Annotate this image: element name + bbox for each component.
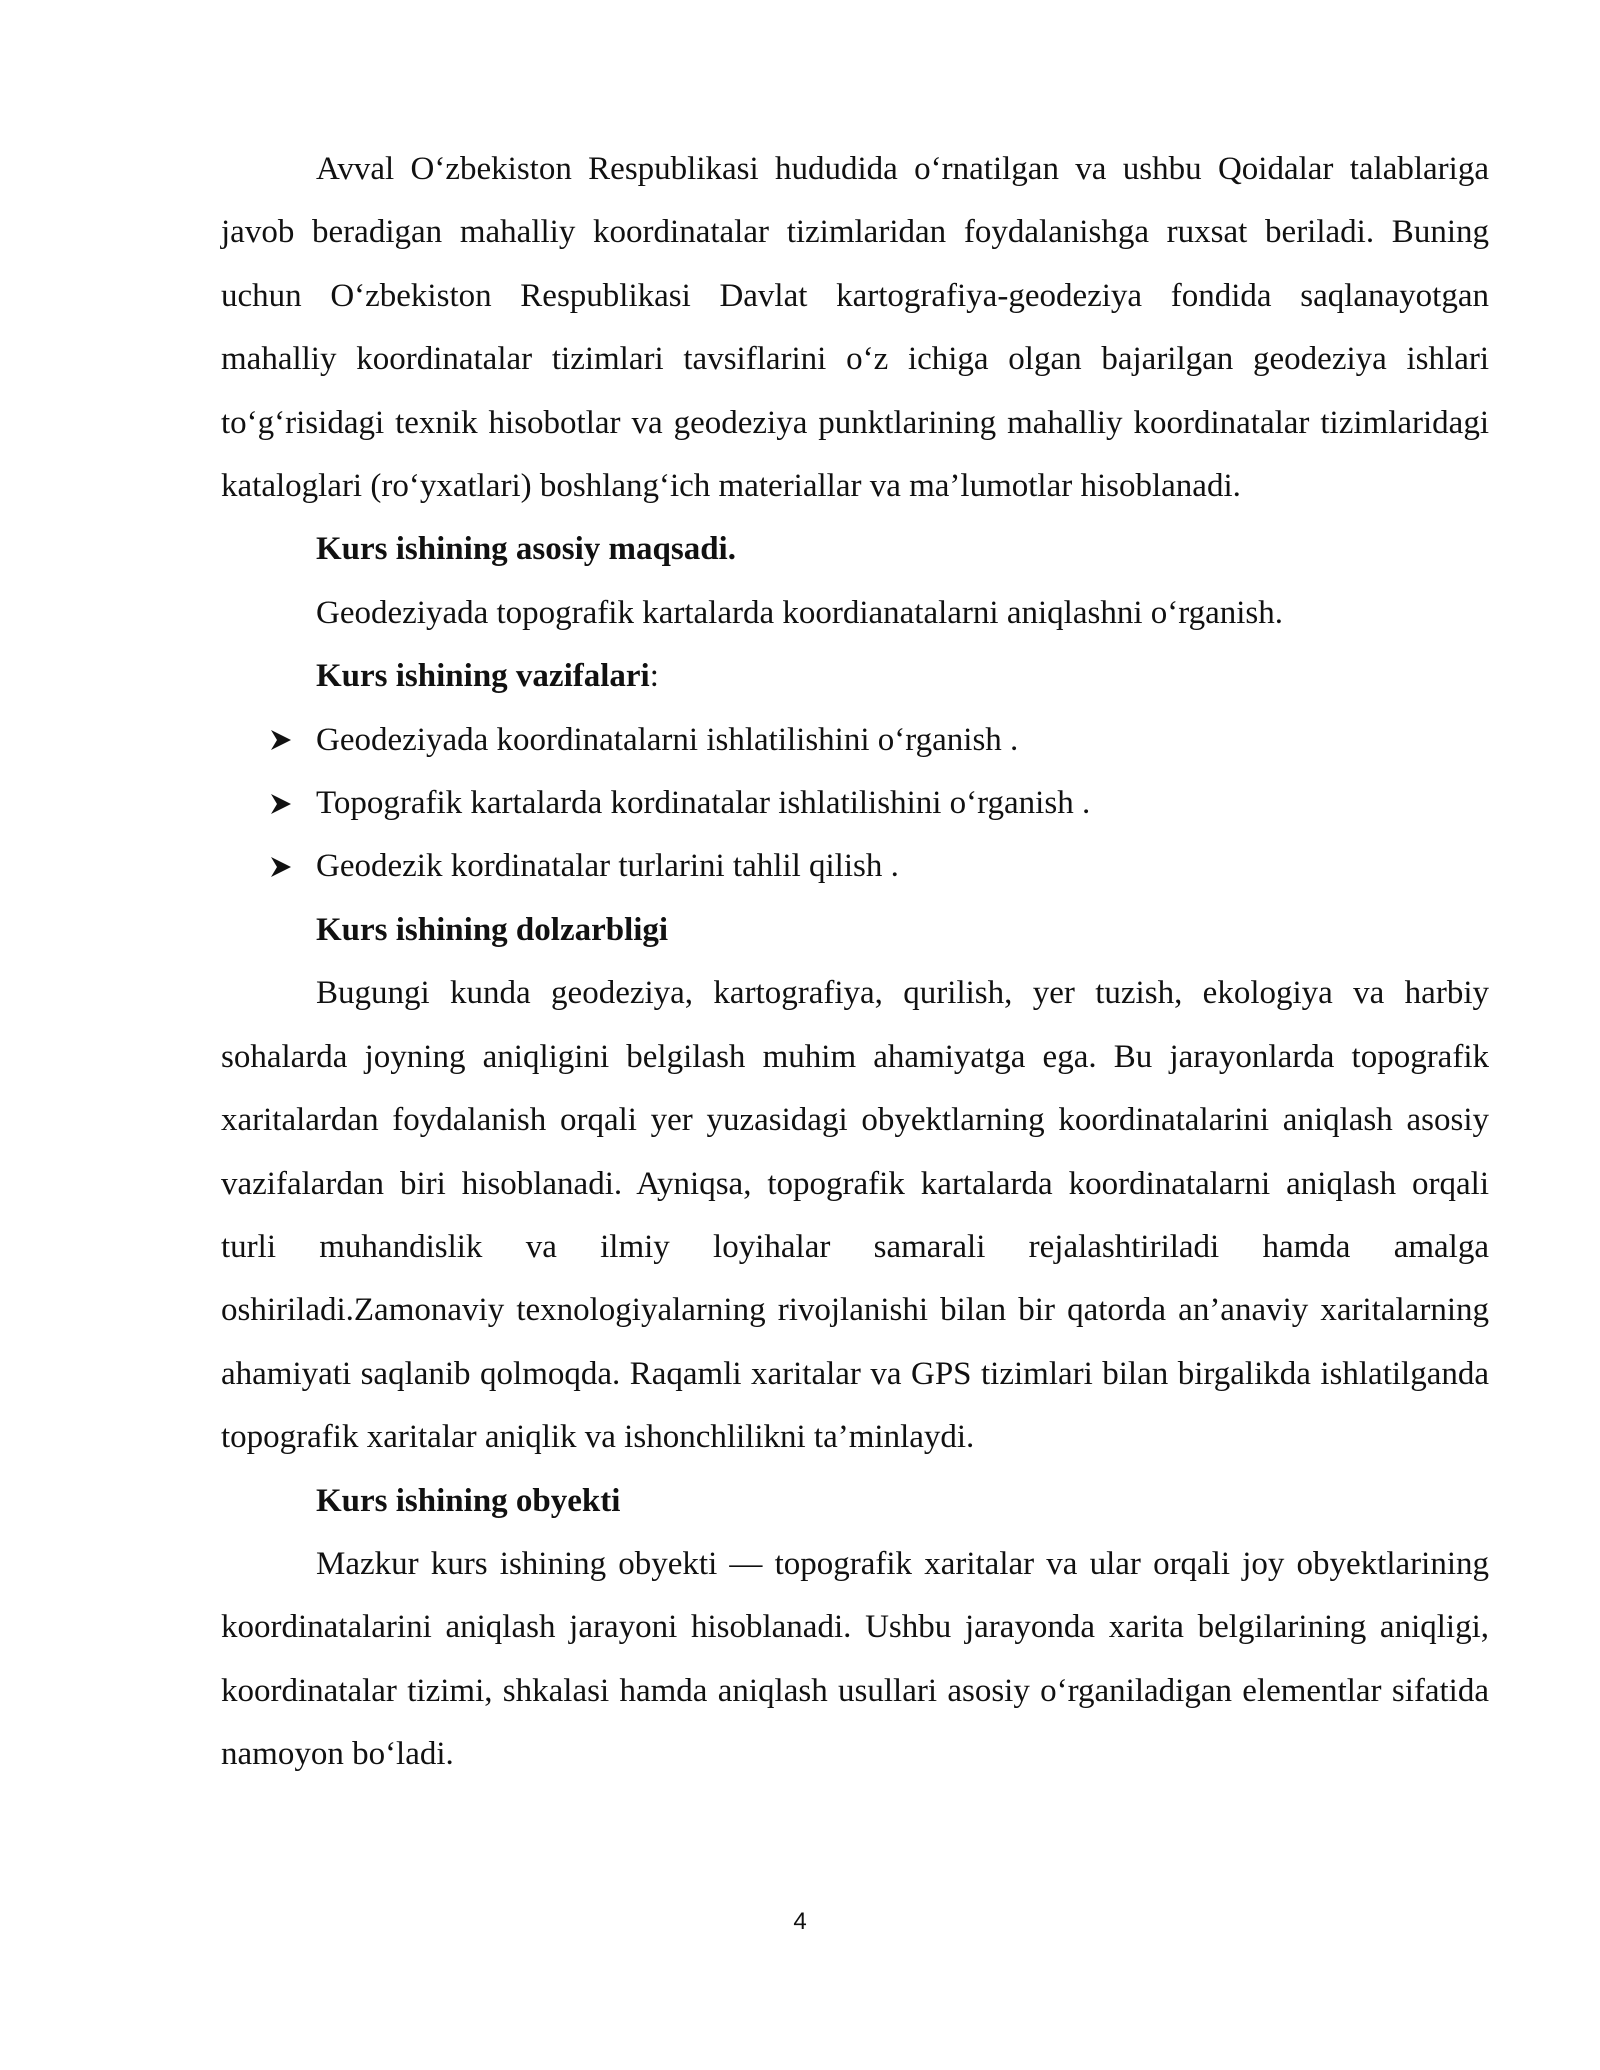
tasks-heading (221, 645, 1489, 708)
task-item-text: Geodezik kordinatalar turlarini tahlil qilish . (316, 848, 899, 885)
document-page (221, 138, 1489, 1787)
goal-heading: Kurs ishining asosiy maqsadi. (316, 531, 736, 568)
tasks-list (221, 709, 1489, 899)
list-item (221, 772, 1489, 835)
relevance-paragraph: Bugungi kunda geodeziya, kartografiya, qurilish, yer tuzish, ekologiya va harbiy sohalarda joyning aniqligini belgilash muhim ahamiyatga ega. Bu jarayonlarda topografik xaritalardan foydalanish orqali yer yuzasidagi obyektlarning koordinatalarini aniqlash asosiy vazifalardan biri hisoblanadi. Ayniqsa, topografik kartalarda koordinatalarni aniqlash orqali turli muhandislik va ilmiy loyihalar samarali rejalashtiriladi hamda amalga oshiriladi.Zamonaviy texnologiyalarning rivojlanishi bilan bir qatorda an’anaviy xaritalarning ahamiyati saqlanib qolmoqda. Raqamli xaritalar va GPS tizimlari bilan birgalikda ishlatilganda topografik xaritalar aniqlik va ishonchlilikni ta’minlaydi. (221, 975, 1489, 1456)
task-item-text: Geodeziyada koordinatalarni ishlatilishini o‘rganish . (316, 721, 1019, 758)
object-heading: Kurs ishining obyekti (316, 1482, 621, 1519)
arrowhead-bullet-icon (269, 709, 295, 772)
list-item (221, 835, 1489, 898)
goal-text: Geodeziyada topografik kartalarda koordianatalarni aniqlashni o‘rganish. (316, 594, 1284, 631)
tasks-heading-text: Kurs ishining vazifalari (316, 658, 650, 695)
list-item (221, 709, 1489, 772)
relevance-heading: Kurs ishining dolzarbligi (316, 911, 669, 948)
object-paragraph: Mazkur kurs ishining obyekti — topografik xaritalar va ular orqali joy obyektlarining koordinatalarini aniqlash jarayoni hisoblanadi. Ushbu jarayonda xarita belgilarining aniqligi, koordinatalar tizimi, shkalasi hamda aniqlash usullari asosiy o‘rganiladigan elementlar sifatida namoyon bo‘ladi. (221, 1545, 1489, 1773)
intro-paragraph: Avval O‘zbekiston Respublikasi hududida o‘rnatilgan va ushbu Qoidalar talablariga javob beradigan mahalliy koordinatalar tizimlaridan foydalanishga ruxsat beriladi. Buning uchun O‘zbekiston Respublikasi Davlat kartografiya-geodeziya fondida saqlanayotgan mahalliy koordinatalar tizimlari tavsiflarini o‘z ichiga olgan bajarilgan geodeziya ishlari to‘g‘risidagi texnik hisobotlar va geodeziya punktlarining mahalliy koordinatalar tizimlaridagi kataloglari (ro‘yxatlari) boshlang‘ich materiallar va ma’lumotlar hisoblanadi. (221, 151, 1489, 505)
task-item-text: Topografik kartalarda kordinatalar ishlatilishini o‘rganish . (316, 785, 1091, 822)
tasks-heading-colon: : (649, 658, 659, 695)
arrowhead-bullet-icon (269, 835, 295, 898)
page-number: 4 (793, 1908, 807, 1935)
arrowhead-bullet-icon (269, 772, 295, 835)
